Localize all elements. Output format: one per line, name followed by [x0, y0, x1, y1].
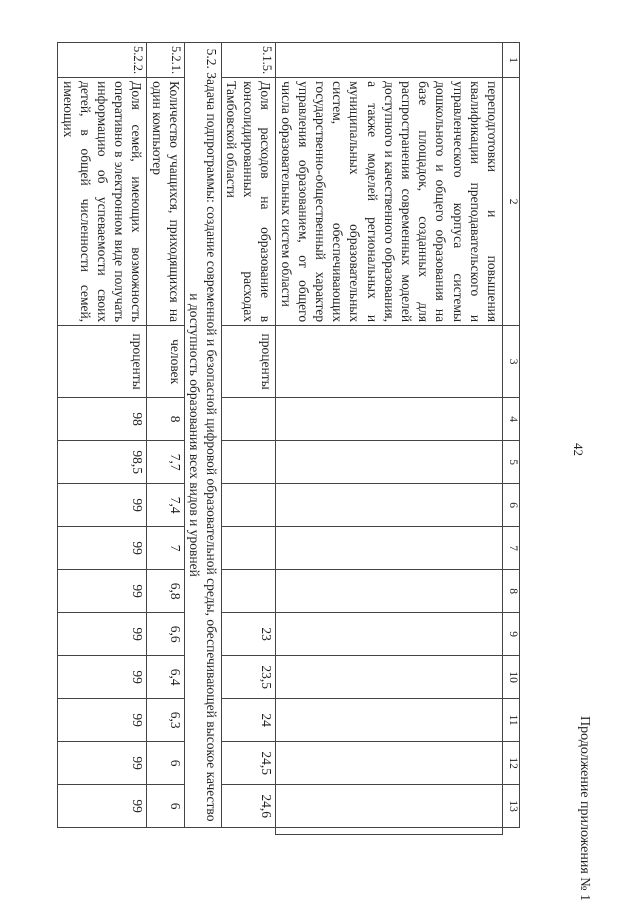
value-cell [221, 527, 276, 570]
value-cell: 6 [147, 785, 184, 828]
unit-cell: проценты [58, 326, 147, 398]
value-cell: 98 [58, 398, 147, 441]
row-number: 5.2.2. [58, 43, 147, 78]
value-cell: 98,5 [58, 441, 147, 484]
indicators-table [57, 42, 520, 835]
value-cell: 99 [58, 785, 147, 828]
value-cell: 8 [147, 398, 184, 441]
column-number: 1 [503, 43, 520, 78]
table-row [147, 43, 184, 835]
value-cell [221, 441, 276, 484]
table-row [58, 43, 147, 835]
value-cell: 23 [221, 613, 276, 656]
column-number: 11 [503, 699, 520, 742]
value-cell: 6,8 [147, 570, 184, 613]
value-cell: 24,6 [221, 785, 276, 828]
value-cell [221, 570, 276, 613]
value-cell: 6,6 [147, 613, 184, 656]
value-cell: 6,3 [147, 699, 184, 742]
table-row-continuation [276, 43, 503, 835]
column-number: 10 [503, 656, 520, 699]
column-number: 8 [503, 570, 520, 613]
value-cell: 7,7 [147, 441, 184, 484]
value-cell: 99 [58, 656, 147, 699]
table-row [221, 43, 276, 835]
value-cell [221, 398, 276, 441]
value-cell [221, 484, 276, 527]
value-cell: 99 [58, 527, 147, 570]
column-number-row [503, 43, 520, 835]
value-cell: 6 [147, 742, 184, 785]
row-number: 5.1.5. [221, 43, 276, 78]
column-number: 12 [503, 742, 520, 785]
value-cell: 24 [221, 699, 276, 742]
indicator-text: Количество учащихся, приходящихся на один компьютер [147, 78, 184, 326]
column-number: 4 [503, 398, 520, 441]
value-cell: 99 [58, 742, 147, 785]
value-cell: 7 [147, 527, 184, 570]
page-number: 42 [571, 443, 586, 456]
unit-cell: проценты [221, 326, 276, 398]
column-number: 9 [503, 613, 520, 656]
value-cell: 6,4 [147, 656, 184, 699]
column-number: 6 [503, 484, 520, 527]
task-row [184, 43, 221, 835]
value-cell: 99 [58, 570, 147, 613]
column-number: 7 [503, 527, 520, 570]
indicator-text: переподготовки и повышения квалификации преподавательского и управленческого корпуса системы дошкольного и общего образования на базе площадок, созданных для распространения современных моделей доступного и качественного образования, а также моделей региональных и муниципальных образовательных систем, обеспечивающих государственно-общественный характер управления образованием, от общего числа образовательных систем области [276, 78, 503, 326]
value-cell: 24,5 [221, 742, 276, 785]
value-cell: 99 [58, 699, 147, 742]
row-number: 5.2.1. [147, 43, 184, 78]
appendix-continuation-header: Продолжение приложения № 1 [577, 716, 592, 902]
value-cell: 7,4 [147, 484, 184, 527]
unit-cell: человек [147, 326, 184, 398]
column-number: 5 [503, 441, 520, 484]
column-number: 2 [503, 78, 520, 326]
value-cell: 99 [58, 484, 147, 527]
column-number: 3 [503, 326, 520, 398]
indicator-text: Доля расходов на образование в консолидированных расходах Тамбовской области [221, 78, 276, 326]
subprogram-task-heading: 5.2. Задача подпрограммы: создание современной и безопасной цифровой образовательной среды, обеспечивающей высокое качество и доступность образования всех видов и уровней [184, 43, 221, 828]
indicator-text: Доля семей, имеющих возможность оперативно в электронном виде получать информацию об успеваемости своих детей, в общей численности семей, имеющих [58, 78, 147, 326]
value-cell: 23,5 [221, 656, 276, 699]
value-cell: 99 [58, 613, 147, 656]
column-number: 13 [503, 785, 520, 828]
